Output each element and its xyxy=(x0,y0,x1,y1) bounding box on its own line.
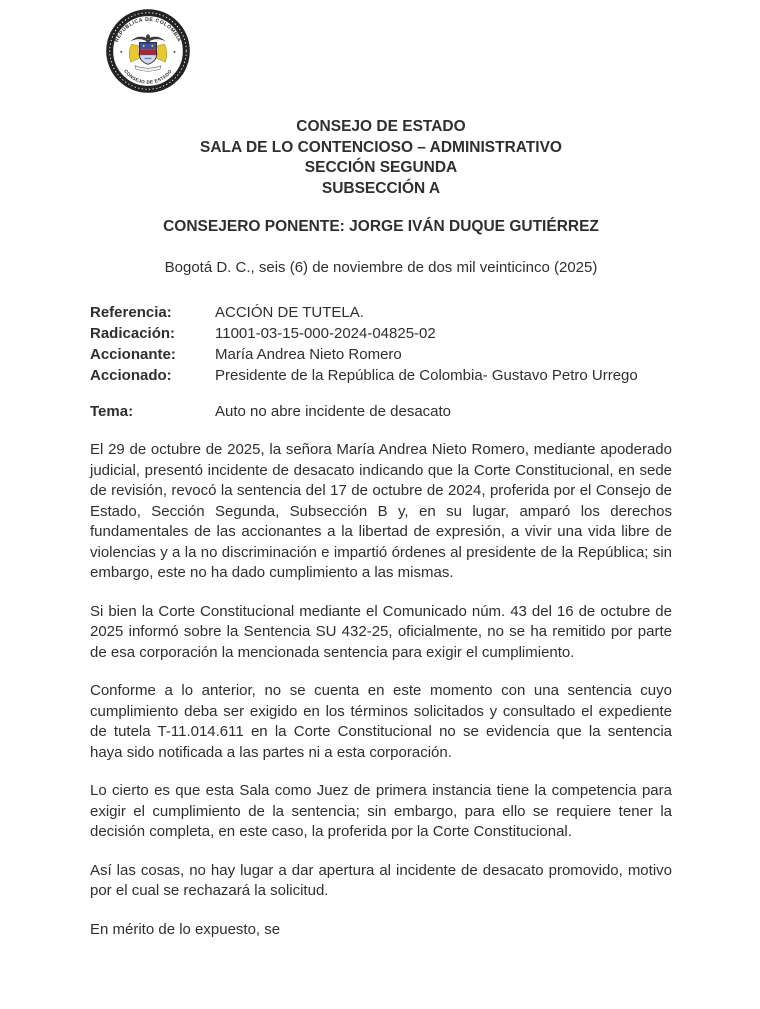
seal-star-left: ✦ xyxy=(119,49,123,55)
consejero-ponente-line: CONSEJERO PONENTE: JORGE IVÁN DUQUE GUTIÉRREZ xyxy=(163,218,599,235)
body-paragraph: Lo cierto es que esta Sala como Juez de primera instancia tiene la competencia para exigir el cumplimiento de la sentencia; sin embargo, para ello se requiere tener la decisión completa, en este caso, la proferida por la Corte Constitucional. xyxy=(90,782,672,840)
body-paragraph: Así las cosas, no hay lugar a dar apertura al incidente de desacato promovido, motivo por el cual se rechazará la solicitud. xyxy=(90,861,672,899)
ref-value: María Andrea Nieto Romero xyxy=(215,346,402,363)
ref-label: Referencia: xyxy=(90,304,172,321)
colombia-coat-of-arms-icon xyxy=(103,8,193,94)
reference-row-accionante xyxy=(90,344,672,365)
seal-star-right: ✦ xyxy=(172,49,177,55)
heading-line-court: CONSEJO DE ESTADO xyxy=(296,118,466,135)
ref-value: 11001-03-15-000-2024-04825-02 xyxy=(215,325,436,342)
reference-row-radicacion xyxy=(90,323,672,344)
body-paragraph: Conforme a lo anterior, no se cuenta en este momento con una sentencia cuyo cumplimiento deba ser exigido en los términos solicitados y consultado el expediente de tutela T-11.014.611 en la Corte Constitucional no se evidencia que la sentencia haya sido notificada a las partes ni a esta corporación. xyxy=(90,682,672,761)
heading-line-subseccion: SUBSECCIÓN A xyxy=(321,179,441,197)
ref-value: Presidente de la República de Colombia- Gustavo Petro Urrego xyxy=(215,367,638,384)
body-paragraph-closing: En mérito de lo expuesto, se xyxy=(90,920,281,938)
reference-row-tema xyxy=(90,401,672,422)
ref-label: Accionado: xyxy=(90,367,172,384)
seal-top-text: REPÚBLICA DE COLOMBIA xyxy=(114,16,182,44)
reference-row-accionado xyxy=(90,365,672,386)
ref-label: Accionante: xyxy=(90,346,176,363)
seal-bottom-text: CONSEJO DE ESTADO xyxy=(123,68,173,85)
ref-label: Tema: xyxy=(90,403,134,420)
heading-line-sala: SALA DE LO CONTENCIOSO – ADMINISTRATIVO xyxy=(200,138,562,156)
court-heading xyxy=(90,117,672,199)
body-paragraph: Si bien la Corte Constitucional mediante el Comunicado núm. 43 del 16 de octubre de 2025 informó sobre la Sentencia SU 432-25, oficialmente, no se ha remitido por parte de esa corporación la mencionada sentencia para exigir el cumplimiento. xyxy=(90,602,672,661)
document-body xyxy=(90,440,672,940)
ref-value: Auto no abre incidente de desacato xyxy=(215,403,452,420)
consejo-de-estado-seal xyxy=(103,8,193,94)
shield-icon xyxy=(139,42,156,64)
reference-block xyxy=(90,302,672,422)
heading-line-seccion: SECCIÓN SEGUNDA xyxy=(304,159,458,176)
body-paragraph: El 29 de octubre de 2025, la señora María Andrea Nieto Romero, mediante apoderado judicial, presentó incidente de desacato indicando que la Corte Constitucional, en sede de revisión, revocó la sentencia del 17 de octubre de 2024, proferida por el Consejo de Estado, Sección Segunda, Subsección B y, en su lugar, amparó los derechos fundamentales de las accionantes a la libertad de expresión, a vivir una vida libre de violencias y a la no discriminación e impartió órdenes al presidente de la República; sin embargo, este no ha dado cumplimiento a las mismas. xyxy=(90,441,672,581)
ref-label: Radicación: xyxy=(90,325,176,342)
reference-row-referencia xyxy=(90,302,672,323)
ref-value: ACCIÓN DE TUTELA. xyxy=(215,304,364,321)
date-line: Bogotá D. C., seis (6) de noviembre de dos mil veinticinco (2025) xyxy=(164,259,598,276)
